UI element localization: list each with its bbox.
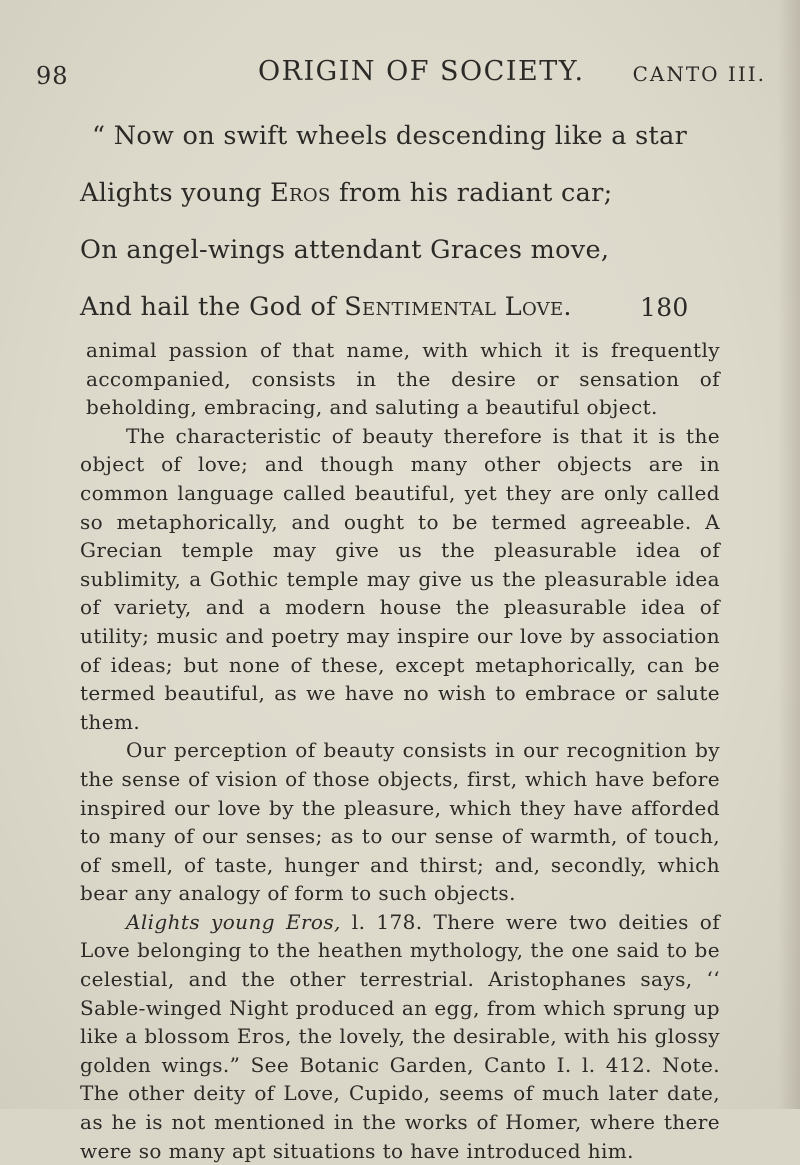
canto-label: CANTO III. (632, 62, 766, 86)
eros-name: Eros (270, 178, 331, 208)
footnotes (80, 336, 720, 1165)
verse-line-2-end: from his radiant car; (330, 178, 613, 208)
page-edge-shadow (778, 0, 800, 1109)
verse-line-3 (80, 222, 720, 279)
verse-line-1 (80, 108, 720, 165)
verse-line-4-end: . (563, 292, 572, 322)
verse-line-1-text: “ Now on swift wheels descending like a star (92, 121, 688, 151)
sentimental-love: Sentimental Love (344, 292, 564, 322)
verse-line-4 (80, 279, 720, 336)
note-paragraph-3: Our perception of beauty consists in our recognition by the sense of vision of those objects, first, which have before inspired our love by the pleasure, which they have afforded to many of our senses; as to our sense of warmth, of touch, of smell, of taste, hunger and thirst; and, secondly, which bear any analogy of form to such objects. (80, 738, 720, 906)
note-lemma: Alights young Eros, (126, 909, 341, 934)
verse-line-2 (80, 165, 720, 222)
running-title: ORIGIN OF SOCIETY. (258, 56, 585, 87)
verse-line-3-text: On angel-wings attendant Graces move, (80, 235, 610, 265)
running-head (36, 56, 766, 96)
note-paragraph-4-body: l. 178. There were two deities of Love belonging to the heathen mythology, the one said to be celestial, and the other terrestrial. Aristophanes says, ‘‘ Sable-winged Night produced an egg, from which sprung up like a blossom Eros, the lovely, the desirable, with his glossy golden wings.” See Botanic Garden, Canto I. l. 412. Note. The other deity of Love, Cupido, seems of much later date, as he is not mentioned in the works of Homer, where there were so many apt situations to have introduced him. (80, 909, 720, 1163)
verse-line-2-start: Alights young (80, 178, 271, 208)
note-paragraph-2: The characteristic of beauty therefore is that it is the object of love; and though many other objects are in common language called beautiful, yet they are only called so metaphorically, and ought to be termed agreeable. A Grecian temple may give us the pleasurable idea of sublimity, a Gothic temple may give us the pleasurable idea of variety, and a modern house the pleasurable idea of utility; music and poetry may inspire our love by association of ideas; but none of these, except metaphorically, can be termed beautiful, as we have no wish to embrace or salute them. (80, 423, 720, 734)
note-paragraph-1: animal passion of that name, with which it is frequently accompanied, consists in the desire or sensation of beholding, embracing, and saluting a beautiful object. (86, 338, 720, 420)
verse-block (80, 108, 720, 336)
line-number: 180 (640, 293, 689, 322)
note-paragraph-4 (80, 908, 720, 1165)
verse-line-4-start: And hail the God of (80, 292, 345, 322)
page-number: 98 (36, 62, 69, 90)
